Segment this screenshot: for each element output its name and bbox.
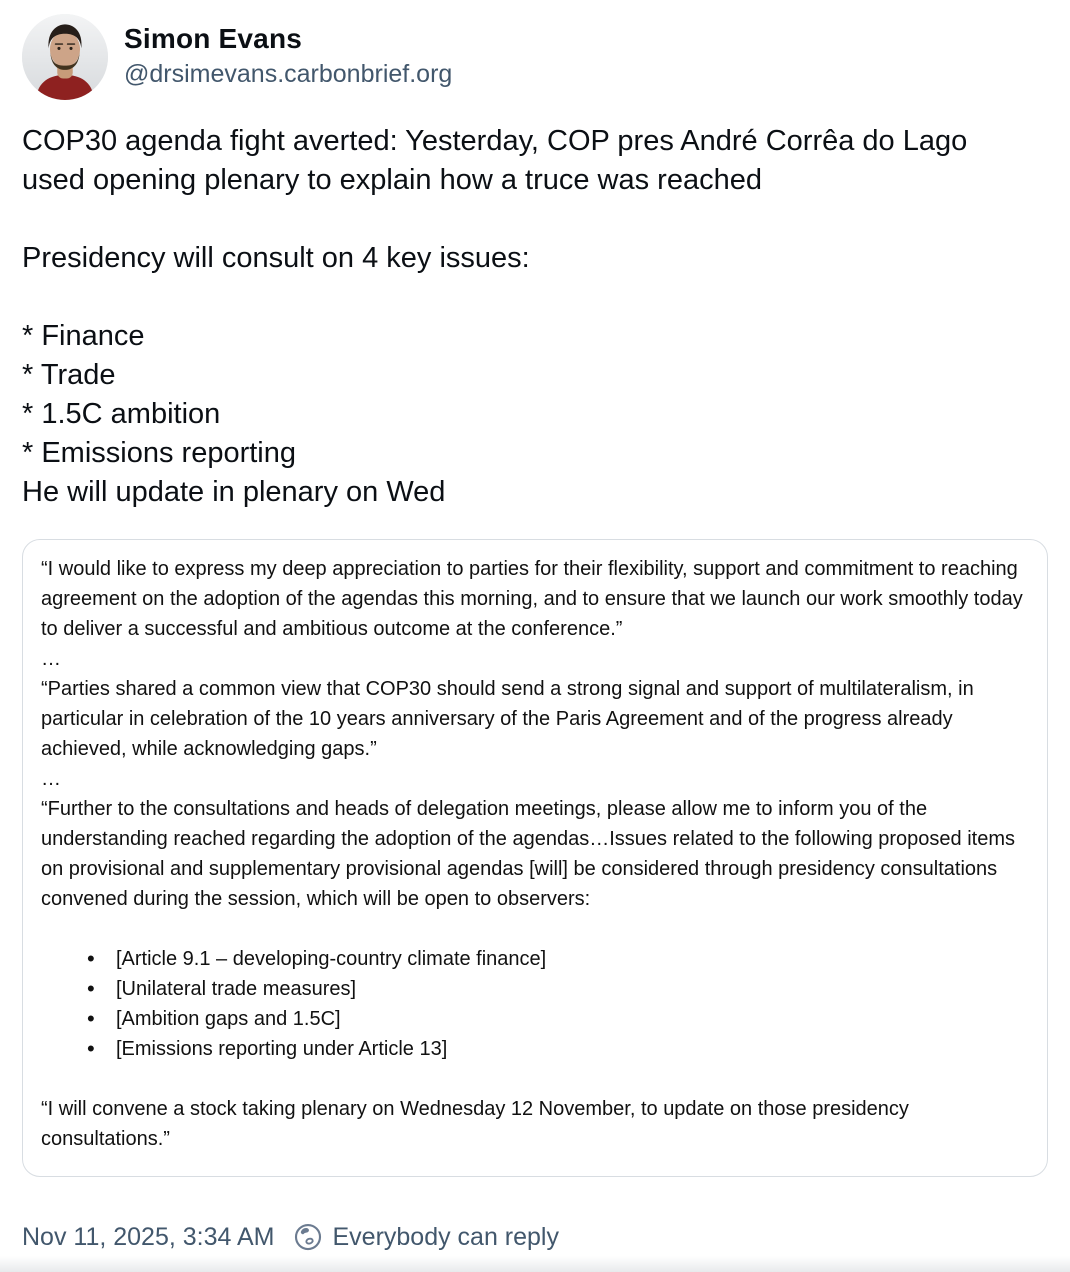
post-header bbox=[22, 14, 1048, 100]
globe-icon bbox=[293, 1222, 323, 1252]
author-name[interactable]: Simon Evans bbox=[124, 23, 303, 54]
card-paragraph: “Parties shared a common view that COP30 should send a strong signal and support of multilateralism, in particular in celebration of the 10 years anniversary of the Paris Agreement and of the progress already achieved, while acknowledging gaps.” bbox=[41, 678, 974, 760]
card-bullet-item: • [Article 9.1 – developing-country climate finance] bbox=[41, 944, 1029, 974]
card-bullet-item: • [Unilateral trade measures] bbox=[41, 974, 1029, 1004]
post-list-item: * Finance bbox=[22, 320, 145, 352]
card-ellipsis: … bbox=[41, 768, 62, 790]
bottom-divider bbox=[0, 1256, 1070, 1272]
post-text bbox=[22, 122, 982, 512]
post-paragraph: COP30 agenda fight averted: Yesterday, COP pres André Corrêa do Lago used opening plenary to explain how a truce was reached bbox=[22, 125, 968, 196]
quote-image-card[interactable] bbox=[22, 539, 1048, 1177]
post-paragraph: Presidency will consult on 4 key issues: bbox=[22, 242, 530, 274]
card-bullet-list bbox=[41, 944, 1029, 1064]
timestamp: Nov 11, 2025, 3:34 AM bbox=[22, 1222, 275, 1251]
card-bullet-item: • [Ambition gaps and 1.5C] bbox=[41, 1004, 1029, 1034]
author-block bbox=[124, 14, 452, 90]
card-paragraph: “I would like to express my deep appreciation to parties for their flexibility, support and commitment to reaching agreement on the adoption of the agendas this morning, and to ensure that we launch our work smoothly today to deliver a successful and ambitious outcome at the conference.” bbox=[41, 558, 1023, 640]
author-handle[interactable]: @drsimevans.carbonbrief.org bbox=[124, 60, 453, 88]
post-list-item: * Emissions reporting bbox=[22, 437, 296, 469]
card-paragraph: “I will convene a stock taking plenary on Wednesday 12 November, to update on those presidency consultations.” bbox=[41, 1098, 909, 1150]
post-list-item: * Trade bbox=[22, 359, 116, 391]
card-ellipsis: … bbox=[41, 648, 62, 670]
avatar-photo bbox=[22, 14, 108, 100]
post-list bbox=[22, 317, 982, 473]
avatar[interactable] bbox=[22, 14, 108, 100]
reply-setting-label[interactable]: Everybody can reply bbox=[332, 1222, 559, 1251]
card-bullet-item: • [Emissions reporting under Article 13] bbox=[41, 1034, 1029, 1064]
card-paragraph: “Further to the consultations and heads of delegation meetings, please allow me to inform you of the understanding reached regarding the adoption of the agendas…Issues related to the following proposed items on provisional and supplementary provisional agendas [will] be considered through presidency consultations convened during the session, which will be open to observers: bbox=[41, 798, 1015, 910]
post-list-item: * 1.5C ambition bbox=[22, 398, 221, 430]
post-paragraph: He will update in plenary on Wed bbox=[22, 476, 446, 508]
post-footer bbox=[22, 1222, 559, 1252]
